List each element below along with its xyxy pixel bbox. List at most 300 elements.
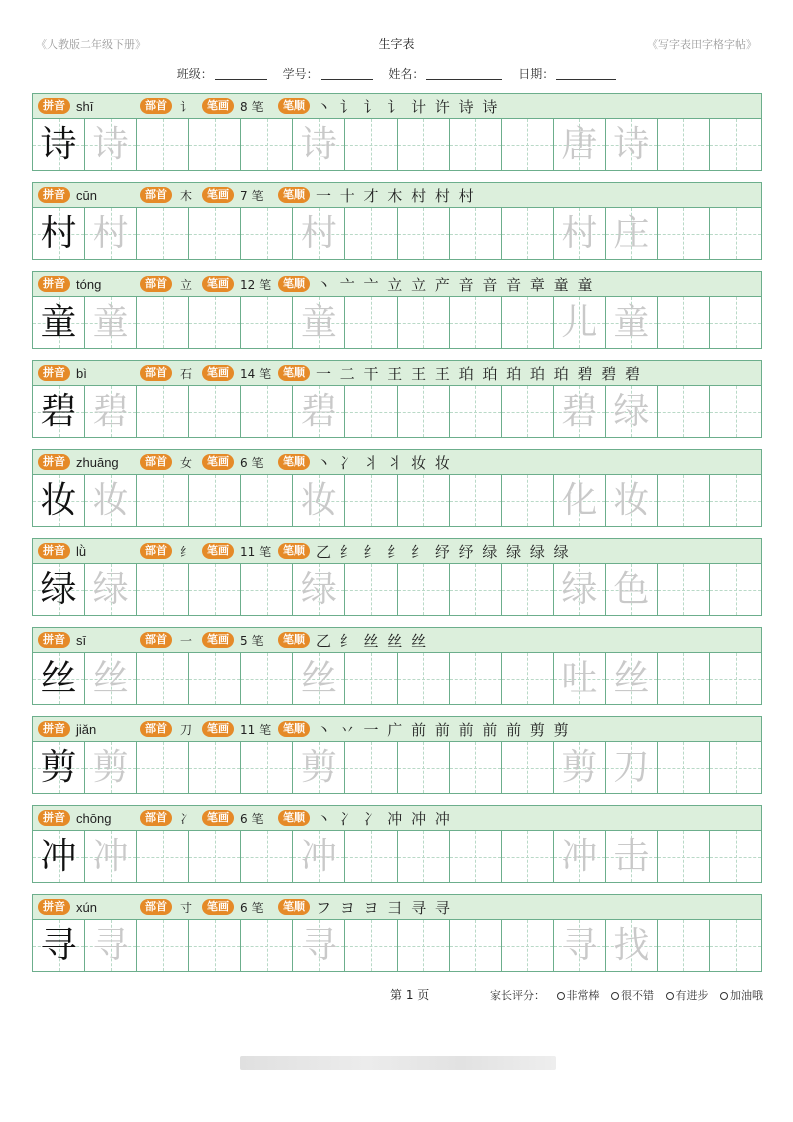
grid-cell[interactable] [502,653,554,704]
grid-cell[interactable] [85,119,137,170]
pinyin-value: jiǎn [76,721,97,737]
radical-value: 女 [180,455,193,470]
grid-cell[interactable] [241,653,293,704]
grid-cell[interactable] [189,386,241,437]
rating-option-3[interactable]: 加油哦 [720,989,763,1002]
trace-character: 村 [300,212,337,254]
model-character: 妆 [40,479,77,521]
radical-badge: 部首 [140,543,172,559]
grid-cell[interactable] [33,208,85,259]
grid-cell[interactable] [554,119,606,170]
radical-value: 冫 [180,811,193,826]
grid-cell[interactable] [398,119,450,170]
radical-value: 寸 [180,900,193,915]
grid-cell[interactable] [189,920,241,971]
trace-character: 儿 [561,301,598,343]
grid-cell[interactable] [137,297,189,348]
strokes-badge: 笔画 [202,543,234,559]
grid-cell[interactable] [398,742,450,793]
strokes-badge: 笔画 [202,454,234,470]
grid-cell[interactable] [137,564,189,615]
grid-cell[interactable] [606,653,658,704]
row-header [32,627,762,653]
strokes-badge: 笔画 [202,810,234,826]
grid-cell[interactable] [398,208,450,259]
number-field[interactable]: 学号： [283,65,373,82]
trace-character: 寻 [561,924,598,966]
row-header [32,182,762,208]
strokes-value: 11 笔 [240,544,272,559]
radical-badge: 部首 [140,454,172,470]
grid-cell[interactable] [658,119,710,170]
trace-character: 碧 [92,390,129,432]
radical-badge: 部首 [140,276,172,292]
student-info [0,65,793,82]
trace-character: 绿 [92,568,129,610]
grid-cell[interactable] [502,297,554,348]
row-header [32,449,762,475]
grid-cell[interactable] [189,208,241,259]
strokes-value: 6 笔 [240,455,264,470]
blurred-watermark [240,1056,556,1070]
trace-character: 丝 [613,657,650,699]
strokes-badge: 笔画 [202,365,234,381]
header-left: 《人教版二年级下册》 [36,38,146,51]
row-header [32,894,762,920]
stroke-order: 丶 冫 丬 丬 妆 妆 [316,453,452,472]
trace-character: 绿 [561,568,598,610]
grid-cell[interactable] [502,920,554,971]
grid-cell[interactable] [450,208,502,259]
grid-cell[interactable] [85,386,137,437]
grid-cell[interactable] [710,920,762,971]
order-badge: 笔顺 [278,276,310,292]
strokes-badge: 笔画 [202,899,234,915]
character-row [32,93,762,182]
character-row [32,805,762,894]
grid-cell[interactable] [502,386,554,437]
radio-circle-icon [720,992,728,1000]
order-badge: 笔顺 [278,187,310,203]
grid-cell[interactable] [241,119,293,170]
radical-value: 立 [180,277,193,292]
tianzige-grid [32,386,762,438]
grid-cell[interactable] [710,742,762,793]
strokes-badge: 笔画 [202,276,234,292]
trace-character: 童 [613,301,650,343]
grid-cell[interactable] [137,208,189,259]
grid-cell[interactable] [710,119,762,170]
pinyin-value: shī [76,98,94,114]
stroke-order: 一 十 才 木 村 村 村 [316,186,476,205]
grid-cell[interactable] [33,831,85,882]
grid-cell[interactable] [606,742,658,793]
strokes-value: 6 笔 [240,811,264,826]
grid-cell[interactable] [710,297,762,348]
page-number: 第 1 页 [390,988,430,1002]
grid-cell[interactable] [606,119,658,170]
order-badge: 笔顺 [278,365,310,381]
trace-character: 唐 [561,123,598,165]
radical-badge: 部首 [140,98,172,114]
grid-cell[interactable] [502,564,554,615]
grid-cell[interactable] [606,475,658,526]
trace-character: 化 [561,479,598,521]
grid-cell[interactable] [33,920,85,971]
grid-cell[interactable] [710,208,762,259]
pinyin-badge: 拼音 [38,276,70,292]
grid-cell[interactable] [241,386,293,437]
grid-cell[interactable] [85,742,137,793]
radical-value: 石 [180,366,193,381]
grid-cell[interactable] [554,831,606,882]
grid-cell[interactable] [85,475,137,526]
trace-character: 寻 [300,924,337,966]
grid-cell[interactable] [710,831,762,882]
grid-cell[interactable] [189,297,241,348]
grid-cell[interactable] [658,831,710,882]
grid-cell[interactable] [293,475,345,526]
strokes-badge: 笔画 [202,632,234,648]
grid-cell[interactable] [398,475,450,526]
grid-cell[interactable] [606,208,658,259]
grid-cell[interactable] [293,208,345,259]
tianzige-grid [32,297,762,349]
grid-cell[interactable] [85,653,137,704]
rating-option-0[interactable]: 非常棒 [557,989,600,1002]
grid-cell[interactable] [450,475,502,526]
model-character: 碧 [40,390,77,432]
strokes-badge: 笔画 [202,187,234,203]
strokes-value: 6 笔 [240,900,264,915]
rating-option-2[interactable]: 有进步 [666,989,709,1002]
tianzige-grid [32,119,762,171]
grid-cell[interactable] [189,653,241,704]
parent-rating: 家长评分： 非常棒 很不错 有进步 加油哦 [490,989,763,1002]
grid-cell[interactable] [293,297,345,348]
trace-character: 冲 [92,835,129,877]
grid-cell[interactable] [710,386,762,437]
grid-cell[interactable] [345,653,397,704]
grid-cell[interactable] [137,119,189,170]
grid-cell[interactable] [137,742,189,793]
pinyin-value: chōng [76,810,112,826]
grid-cell[interactable] [345,208,397,259]
trace-character: 诗 [613,123,650,165]
grid-cell[interactable] [85,564,137,615]
pinyin-badge: 拼音 [38,899,70,915]
grid-cell[interactable] [293,564,345,615]
header-right: 《写字表田字格字帖》 [647,38,757,51]
trace-character: 碧 [561,390,598,432]
radical-badge: 部首 [140,187,172,203]
radical-value: 讠 [180,99,193,114]
strokes-value: 8 笔 [240,99,264,114]
model-character: 剪 [40,746,77,788]
grid-cell[interactable] [33,564,85,615]
trace-character: 绿 [300,568,337,610]
model-character: 冲 [40,835,77,877]
order-badge: 笔顺 [278,454,310,470]
grid-cell[interactable] [345,831,397,882]
grid-cell[interactable] [189,119,241,170]
model-character: 寻 [40,924,77,966]
pinyin-value: bì [76,365,87,381]
trace-character: 妆 [92,479,129,521]
pinyin-value: sī [76,632,87,648]
row-header [32,271,762,297]
stroke-order: 丶 亠 亠 立 立 产 音 音 音 章 童 童 [316,275,595,294]
grid-cell[interactable] [33,386,85,437]
stroke-order: 一 二 干 王 王 王 珀 珀 珀 珀 珀 碧 碧 碧 [316,364,642,383]
grid-cell[interactable] [33,475,85,526]
trace-character: 冲 [300,835,337,877]
grid-cell[interactable] [241,208,293,259]
grid-cell[interactable] [241,831,293,882]
grid-cell[interactable] [710,475,762,526]
pinyin-value: lǜ [76,543,87,559]
pinyin-badge: 拼音 [38,632,70,648]
radical-badge: 部首 [140,721,172,737]
grid-cell[interactable] [189,742,241,793]
grid-cell[interactable] [502,119,554,170]
grid-cell[interactable] [554,297,606,348]
grid-cell[interactable] [606,920,658,971]
pinyin-badge: 拼音 [38,187,70,203]
trace-character: 童 [300,301,337,343]
model-character: 诗 [40,123,77,165]
trace-character: 妆 [300,479,337,521]
radical-value: 一 [180,633,193,648]
tianzige-grid [32,920,762,972]
grid-cell[interactable] [554,208,606,259]
character-row [32,271,762,360]
grid-cell[interactable] [241,920,293,971]
grid-cell[interactable] [502,742,554,793]
grid-cell[interactable] [398,920,450,971]
grid-cell[interactable] [554,742,606,793]
grid-cell[interactable] [398,831,450,882]
grid-cell[interactable] [554,386,606,437]
grid-cell[interactable] [554,653,606,704]
tianzige-grid [32,475,762,527]
grid-cell[interactable] [450,564,502,615]
trace-character: 绿 [613,390,650,432]
row-header [32,360,762,386]
character-row [32,894,762,983]
character-row [32,716,762,805]
grid-cell[interactable] [450,297,502,348]
grid-cell[interactable] [85,920,137,971]
model-character: 绿 [40,568,77,610]
grid-cell[interactable] [345,475,397,526]
trace-character: 诗 [92,123,129,165]
stroke-order: 丶 丷 一 广 前 前 前 前 前 剪 剪 [316,720,571,739]
grid-cell[interactable] [241,297,293,348]
grid-cell[interactable] [606,831,658,882]
grid-cell[interactable] [345,297,397,348]
date-field[interactable]: 日期： [518,65,616,82]
grid-cell[interactable] [502,475,554,526]
grid-cell[interactable] [345,564,397,615]
grid-cell[interactable] [554,564,606,615]
strokes-value: 5 笔 [240,633,264,648]
character-row [32,627,762,716]
character-row [32,538,762,627]
model-character: 丝 [40,657,77,699]
row-header [32,538,762,564]
trace-character: 冲 [561,835,598,877]
order-badge: 笔顺 [278,543,310,559]
grid-cell[interactable] [658,208,710,259]
grid-cell[interactable] [658,297,710,348]
grid-cell[interactable] [398,297,450,348]
trace-character: 庄 [613,212,650,254]
grid-cell[interactable] [398,564,450,615]
grid-cell[interactable] [450,920,502,971]
tianzige-grid [32,831,762,883]
grid-cell[interactable] [189,564,241,615]
grid-cell[interactable] [189,475,241,526]
trace-character: 诗 [300,123,337,165]
row-header [32,716,762,742]
grid-cell[interactable] [658,920,710,971]
grid-cell[interactable] [658,653,710,704]
stroke-order: フ ヨ ヨ 彐 寻 寻 [316,898,452,917]
stroke-order: 丶 讠 讠 讠 计 许 诗 诗 [316,97,500,116]
character-row [32,360,762,449]
pinyin-value: tóng [76,276,102,292]
character-sheet [32,93,762,983]
stroke-order: 乙 纟 丝 丝 丝 [316,631,429,650]
grid-cell[interactable] [345,742,397,793]
strokes-value: 12 笔 [240,277,272,292]
grid-cell[interactable] [189,831,241,882]
rating-option-1[interactable]: 很不错 [611,989,654,1002]
strokes-badge: 笔画 [202,98,234,114]
trace-character: 剪 [561,746,598,788]
trace-character: 剪 [92,746,129,788]
grid-cell[interactable] [398,653,450,704]
trace-character: 吐 [561,657,598,699]
trace-character: 色 [613,568,650,610]
tianzige-grid [32,653,762,705]
grid-cell[interactable] [450,653,502,704]
grid-cell[interactable] [606,564,658,615]
grid-cell[interactable] [293,386,345,437]
order-badge: 笔顺 [278,899,310,915]
grid-cell[interactable] [658,564,710,615]
grid-cell[interactable] [85,831,137,882]
grid-cell[interactable] [137,475,189,526]
order-badge: 笔顺 [278,721,310,737]
strokes-value: 11 笔 [240,722,272,737]
strokes-value: 7 笔 [240,188,264,203]
grid-cell[interactable] [33,119,85,170]
grid-cell[interactable] [345,920,397,971]
trace-character: 童 [92,301,129,343]
stroke-order: 丶 冫 冫 冲 冲 冲 [316,809,452,828]
trace-character: 丝 [300,657,337,699]
grid-cell[interactable] [293,742,345,793]
strokes-badge: 笔画 [202,721,234,737]
grid-cell[interactable] [137,831,189,882]
grid-cell[interactable] [293,920,345,971]
order-badge: 笔顺 [278,810,310,826]
grid-cell[interactable] [502,831,554,882]
grid-cell[interactable] [450,386,502,437]
name-field[interactable]: 姓名： [388,65,502,82]
page-title: 生字表 [378,37,415,51]
grid-cell[interactable] [33,297,85,348]
grid-cell[interactable] [658,386,710,437]
grid-cell[interactable] [241,564,293,615]
grid-cell[interactable] [606,386,658,437]
pinyin-value: cūn [76,187,97,203]
radical-value: 木 [180,188,193,203]
grid-cell[interactable] [33,653,85,704]
pinyin-badge: 拼音 [38,454,70,470]
order-badge: 笔顺 [278,98,310,114]
trace-character: 村 [92,212,129,254]
grid-cell[interactable] [241,475,293,526]
grid-cell[interactable] [554,475,606,526]
trace-character: 丝 [92,657,129,699]
trace-character: 碧 [300,390,337,432]
grid-cell[interactable] [293,119,345,170]
grid-cell[interactable] [502,208,554,259]
grid-cell[interactable] [450,119,502,170]
trace-character: 找 [613,924,650,966]
grid-cell[interactable] [241,742,293,793]
radical-badge: 部首 [140,810,172,826]
class-field[interactable]: 班级： [177,65,267,82]
grid-cell[interactable] [710,564,762,615]
grid-cell[interactable] [658,742,710,793]
model-character: 童 [40,301,77,343]
grid-cell[interactable] [345,119,397,170]
pinyin-badge: 拼音 [38,810,70,826]
grid-cell[interactable] [293,831,345,882]
grid-cell[interactable] [293,653,345,704]
grid-cell[interactable] [710,653,762,704]
radical-badge: 部首 [140,365,172,381]
grid-cell[interactable] [606,297,658,348]
grid-cell[interactable] [345,386,397,437]
tianzige-grid [32,208,762,260]
radical-value: 刀 [180,722,193,737]
radical-value: 纟 [180,544,193,559]
grid-cell[interactable] [658,475,710,526]
trace-character: 刀 [613,746,650,788]
pinyin-value: zhuāng [76,454,119,470]
grid-cell[interactable] [85,297,137,348]
grid-cell[interactable] [137,386,189,437]
pinyin-badge: 拼音 [38,721,70,737]
character-row [32,182,762,271]
grid-cell[interactable] [137,920,189,971]
trace-character: 剪 [300,746,337,788]
pinyin-badge: 拼音 [38,98,70,114]
grid-cell[interactable] [450,742,502,793]
grid-cell[interactable] [554,920,606,971]
grid-cell[interactable] [85,208,137,259]
radio-circle-icon [557,992,565,1000]
grid-cell[interactable] [398,386,450,437]
grid-cell[interactable] [33,742,85,793]
grid-cell[interactable] [450,831,502,882]
grid-cell[interactable] [137,653,189,704]
